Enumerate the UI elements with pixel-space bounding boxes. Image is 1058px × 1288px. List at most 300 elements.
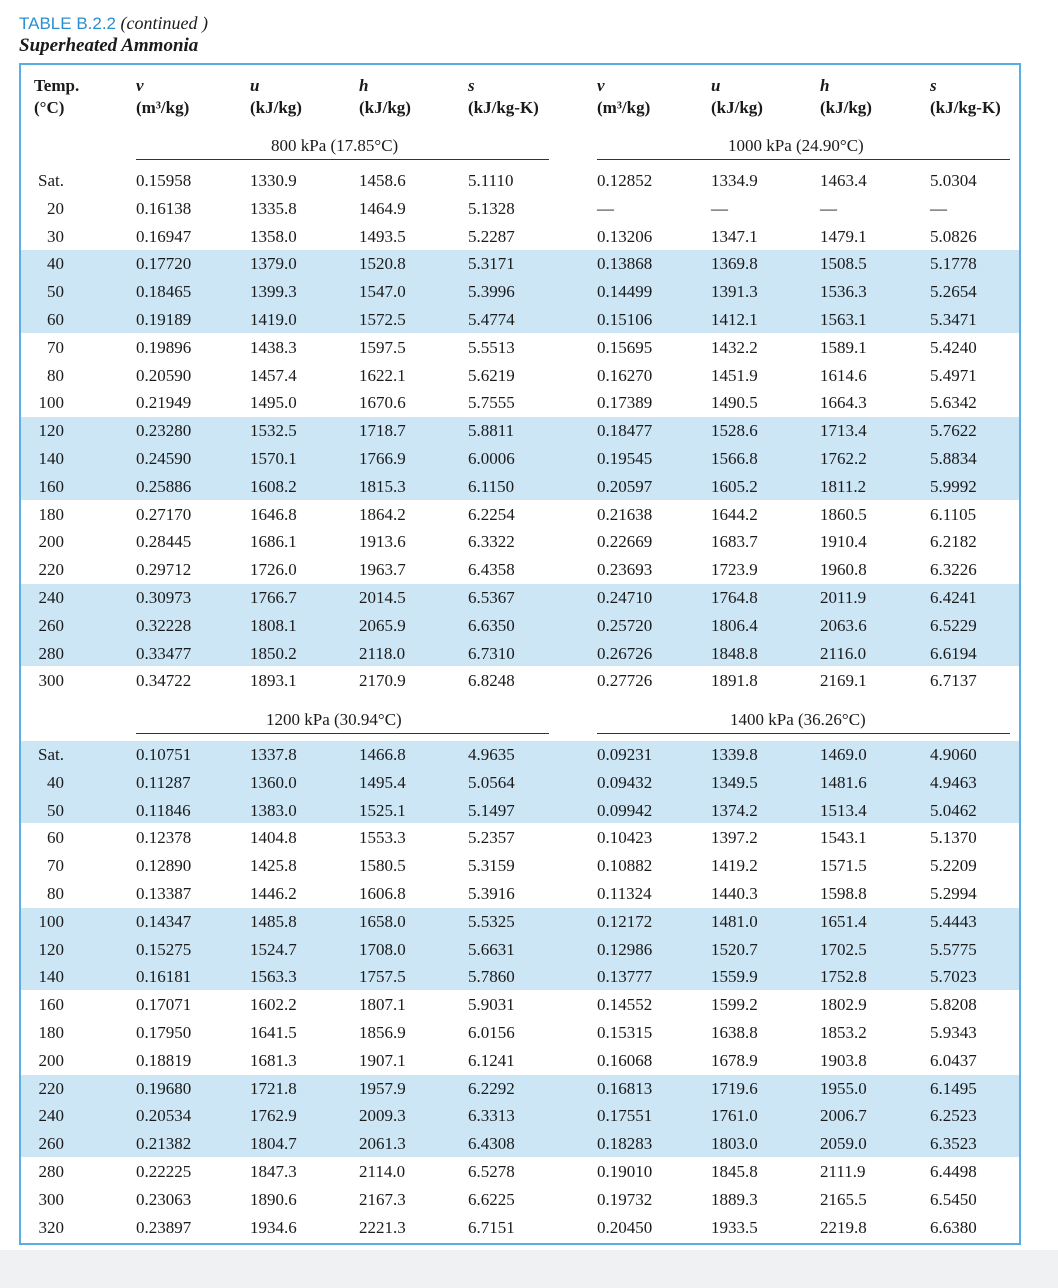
table-cell: 0.18819: [136, 1050, 192, 1070]
table-cell: 1804.7: [250, 1134, 297, 1154]
table-cell: 5.2287: [468, 226, 515, 246]
table-cell: 1532.5: [250, 421, 297, 441]
table-cell: 1369.8: [711, 254, 758, 274]
table-cell: 1802.9: [820, 995, 867, 1015]
table-cell: 6.3226: [930, 560, 977, 580]
table-cell: 1811.2: [820, 476, 867, 496]
table-cell: 0.30973: [136, 588, 192, 607]
table-cell: —: [930, 198, 947, 218]
table-cell: 1933.5: [711, 1217, 758, 1237]
temp-cell: 160: [38, 476, 64, 496]
table-cell: 0.11324: [597, 884, 652, 903]
table-cell: 2009.3: [359, 1106, 406, 1126]
table-cell: 2165.5: [820, 1189, 867, 1209]
table-cell: 1528.6: [711, 421, 758, 441]
table-cell: 0.12378: [136, 828, 192, 848]
table-cell: 1853.2: [820, 1023, 867, 1042]
table-cell: 1335.8: [250, 198, 297, 218]
table-cell: 0.09942: [597, 800, 653, 820]
table-cell: 1764.8: [711, 588, 758, 607]
table-cell: 1681.3: [250, 1050, 297, 1070]
temp-cell: 260: [38, 1134, 64, 1154]
temp-cell: 80: [47, 365, 64, 385]
table-cell: 2167.3: [359, 1189, 406, 1209]
table-cell: 0.12852: [597, 171, 653, 190]
table-cell: 1910.4: [820, 532, 867, 552]
temp-cell: 180: [38, 504, 64, 524]
table-cell: 2219.8: [820, 1217, 867, 1237]
table-cell: 2221.3: [359, 1217, 406, 1237]
column-unit: (kJ/kg): [820, 98, 872, 117]
pressure-title-right: 1400 kPa (36.26°C): [730, 710, 866, 729]
table-cell: 0.13868: [597, 254, 653, 274]
table-cell: 5.3996: [468, 282, 515, 302]
table-cell: 0.18283: [597, 1134, 653, 1154]
table-cell: 5.0564: [468, 772, 515, 792]
table-cell: 6.4308: [468, 1134, 515, 1154]
table-cell: 1762.2: [820, 449, 867, 468]
temp-cell: 140: [38, 967, 64, 987]
table-cell: 1458.6: [359, 171, 406, 190]
table-cell: 1713.4: [820, 421, 867, 441]
table-cell: 5.9992: [930, 476, 977, 496]
table-cell: 0.19010: [597, 1162, 653, 1181]
table-cell: 1614.6: [820, 365, 867, 385]
temp-header: [34, 75, 79, 119]
table-cell: 0.19189: [136, 310, 192, 329]
table-cell: 4.9635: [468, 745, 515, 764]
table-cell: 1513.4: [820, 800, 867, 820]
table-cell: 5.8208: [930, 995, 977, 1015]
table-cell: 6.2182: [930, 532, 977, 552]
table-cell: 1850.2: [250, 643, 297, 663]
table-cell: 0.27170: [136, 504, 192, 524]
table-cell: 5.0826: [930, 226, 977, 246]
table-cell: 0.20590: [136, 365, 192, 385]
temp-cell: 220: [38, 1078, 64, 1098]
table-cell: 1757.5: [359, 967, 406, 987]
table-cell: 1463.4: [820, 171, 867, 190]
table-cell: 1845.8: [711, 1162, 758, 1181]
table-cell: 0.10423: [597, 828, 653, 848]
table-cell: 1495.4: [359, 772, 406, 792]
table-cell: 1766.9: [359, 449, 406, 468]
table-cell: 5.6342: [930, 393, 977, 413]
column-symbol: v: [597, 76, 605, 95]
table-cell: 6.4241: [930, 588, 977, 607]
table-cell: 0.19545: [597, 449, 653, 468]
table-cell: 0.14552: [597, 995, 653, 1015]
table-caption: [19, 12, 208, 60]
table-cell: 6.0006: [468, 449, 515, 468]
table-cell: 1580.5: [359, 856, 406, 876]
temp-cell: 40: [47, 254, 64, 274]
column-unit: (m³/kg): [136, 98, 190, 117]
table-cell: 5.8811: [468, 421, 515, 441]
table-cell: 0.17389: [597, 393, 653, 413]
temp-cell: 120: [38, 939, 64, 959]
table-cell: 1495.0: [250, 393, 297, 413]
table-cell: 1457.4: [250, 365, 297, 385]
table-cell: 5.2994: [930, 884, 977, 903]
table-cell: 2118.0: [359, 643, 406, 663]
temp-header-label: Temp.: [34, 76, 80, 95]
table-cell: 0.16270: [597, 365, 653, 385]
table-cell: 0.17720: [136, 254, 192, 274]
table-cell: 5.5513: [468, 337, 515, 357]
table-cell: 1708.0: [359, 939, 406, 959]
temp-cell: 280: [38, 1162, 64, 1181]
table-cell: 1651.4: [820, 911, 867, 931]
table-cell: 1547.0: [359, 282, 406, 302]
table-cell: 1891.8: [711, 671, 758, 691]
table-cell: 1520.8: [359, 254, 406, 274]
table-cell: 1934.6: [250, 1217, 297, 1237]
table-cell: 1334.9: [711, 171, 758, 190]
table-cell: 5.4971: [930, 365, 977, 385]
temp-cell: 260: [38, 615, 64, 635]
temp-cell: 80: [47, 884, 64, 903]
table-cell: 1481.6: [820, 772, 867, 792]
page-footer-band: [0, 1250, 1058, 1288]
table-cell: 1766.7: [250, 588, 297, 607]
table-cell: 5.0304: [930, 171, 977, 190]
table-cell: 1678.9: [711, 1050, 758, 1070]
table-cell: 2063.6: [820, 615, 867, 635]
table-cell: 2169.1: [820, 671, 867, 691]
temp-cell: 50: [47, 800, 64, 820]
table-cell: 1670.6: [359, 393, 406, 413]
temp-cell: 120: [38, 421, 64, 441]
table-cell: 1955.0: [820, 1078, 867, 1098]
table-cell: 6.8248: [468, 671, 515, 691]
table-cell: 1723.9: [711, 560, 758, 580]
table-cell: 1337.8: [250, 745, 297, 764]
column-header: [468, 75, 539, 119]
table-cell: 1807.1: [359, 995, 406, 1015]
table-cell: 1686.1: [250, 532, 297, 552]
table-cell: 5.4774: [468, 310, 515, 329]
table-cell: 0.14347: [136, 911, 192, 931]
table-cell: 6.2523: [930, 1106, 977, 1126]
table-cell: 0.12986: [597, 939, 653, 959]
table-cell: 1963.7: [359, 560, 406, 580]
table-cell: 0.21949: [136, 393, 192, 413]
table-cell: 1702.5: [820, 939, 867, 959]
table-cell: 2065.9: [359, 615, 406, 635]
table-cell: 0.23897: [136, 1217, 192, 1237]
table-cell: 1726.0: [250, 560, 297, 580]
temp-cell: 300: [38, 671, 64, 691]
table-cell: 0.18465: [136, 282, 192, 302]
table-cell: 1425.8: [250, 856, 297, 876]
column-header: [930, 75, 1001, 119]
table-cell: 1524.7: [250, 939, 297, 959]
table-cell: 0.15106: [597, 310, 653, 329]
table-cell: 1683.7: [711, 532, 758, 552]
table-cell: 0.16138: [136, 198, 192, 218]
table-cell: 1570.1: [250, 449, 297, 468]
table-cell: 1598.8: [820, 884, 867, 903]
temp-cell: 200: [38, 532, 64, 552]
table-cell: 0.23693: [597, 560, 653, 580]
table-cell: 1404.8: [250, 828, 297, 848]
table-cell: 5.9031: [468, 995, 515, 1015]
table-cell: 0.25886: [136, 476, 192, 496]
table-cell: 5.3171: [468, 254, 515, 274]
column-header: [711, 75, 763, 119]
table-cell: 6.7310: [468, 643, 515, 663]
table-cell: 0.25720: [597, 615, 653, 635]
table-cell: 1383.0: [250, 800, 297, 820]
table-cell: 2006.7: [820, 1106, 867, 1126]
temp-cell: 20: [47, 198, 64, 218]
column-unit: (kJ/kg-K): [468, 98, 539, 117]
table-cell: 1856.9: [359, 1023, 406, 1042]
table-cell: 2059.0: [820, 1134, 867, 1154]
table-cell: 0.10751: [136, 745, 192, 764]
table-cell: 1638.8: [711, 1023, 758, 1042]
table-cell: 5.7860: [468, 967, 515, 987]
pressure-title-left: 1200 kPa (30.94°C): [266, 710, 402, 729]
table-cell: 0.19896: [136, 337, 192, 357]
table-cell: 1605.2: [711, 476, 758, 496]
table-cell: 6.1241: [468, 1050, 515, 1070]
column-unit: (kJ/kg): [711, 98, 763, 117]
table-cell: 1903.8: [820, 1050, 867, 1070]
table-cell: 6.1105: [930, 504, 977, 524]
table-cell: 1360.0: [250, 772, 297, 792]
table-cell: 0.20597: [597, 476, 653, 496]
table-cell: 1379.0: [250, 254, 297, 274]
table-cell: 2014.5: [359, 588, 406, 607]
column-header: [597, 75, 650, 119]
temp-cell: Sat.: [38, 171, 64, 190]
table-cell: 1718.7: [359, 421, 406, 441]
temp-cell: 160: [38, 995, 64, 1015]
temp-cell: Sat.: [38, 745, 64, 764]
column-symbol: u: [711, 76, 721, 95]
table-cell: 1399.3: [250, 282, 297, 302]
table-cell: 5.4443: [930, 911, 977, 931]
table-cell: 4.9463: [930, 772, 977, 792]
table-cell: 0.33477: [136, 643, 192, 663]
table-cell: 0.15695: [597, 337, 653, 357]
table-cell: 6.0156: [468, 1023, 515, 1042]
table-cell: 0.19732: [597, 1189, 653, 1209]
table-cell: 1508.5: [820, 254, 867, 274]
table-cell: 0.12890: [136, 856, 192, 876]
table-cell: 1658.0: [359, 911, 406, 931]
table-cell: 5.7622: [930, 421, 977, 441]
table-cell: 1893.1: [250, 671, 297, 691]
table-cell: 0.13387: [136, 884, 192, 903]
table-cell: 1559.9: [711, 967, 758, 987]
column-unit: (kJ/kg): [250, 98, 302, 117]
table-cell: 0.29712: [136, 560, 192, 580]
temp-cell: 240: [38, 588, 64, 607]
table-cell: 0.34722: [136, 671, 192, 691]
pressure-title-left: 800 kPa (17.85°C): [271, 136, 399, 155]
table-cell: 1347.1: [711, 226, 758, 246]
table-cell: 6.4358: [468, 560, 515, 580]
table-cell: 6.1495: [930, 1078, 977, 1098]
table-cell: 6.3523: [930, 1134, 977, 1154]
table-cell: 2116.0: [820, 643, 867, 663]
table-cell: 6.3322: [468, 532, 515, 552]
column-unit: (m³/kg): [597, 98, 651, 117]
temp-cell: 300: [38, 1189, 64, 1209]
table-cell: 1374.2: [711, 800, 758, 820]
table-cell: 1589.1: [820, 337, 867, 357]
table-cell: 1597.5: [359, 337, 406, 357]
table-cell: 1761.0: [711, 1106, 758, 1126]
table-cell: 5.3471: [930, 310, 977, 329]
table-cell: 0.15315: [597, 1023, 653, 1042]
table-cell: 1890.6: [250, 1189, 297, 1209]
table-cell: 0.16068: [597, 1050, 653, 1070]
table-cell: 1808.1: [250, 615, 297, 635]
table-cell: 5.3159: [468, 856, 515, 876]
table-cell: 0.22669: [597, 532, 653, 552]
table-cell: 6.4498: [930, 1162, 977, 1181]
table-cell: —: [597, 198, 614, 218]
table-cell: 5.2357: [468, 828, 515, 848]
table-cell: 0.21638: [597, 504, 653, 524]
table-cell: 6.7151: [468, 1217, 515, 1237]
table-cell: 0.15958: [136, 171, 192, 190]
table-cell: 6.7137: [930, 671, 977, 691]
table-cell: 0.17551: [597, 1106, 653, 1126]
table-cell: 5.9343: [930, 1023, 977, 1042]
column-symbol: u: [250, 76, 260, 95]
pressure-rule-right: [597, 733, 1010, 734]
table-cell: 1847.3: [250, 1162, 297, 1181]
table-cell: 0.20534: [136, 1106, 192, 1126]
pressure-rule-right: [597, 159, 1010, 160]
table-cell: 1553.3: [359, 828, 406, 848]
table-cell: 1599.2: [711, 995, 758, 1015]
table-cell: 1860.5: [820, 504, 867, 524]
temp-cell: 30: [47, 226, 64, 246]
table-cell: 6.6380: [930, 1217, 977, 1237]
table-cell: 1864.2: [359, 504, 406, 524]
table-cell: 0.20450: [597, 1217, 653, 1237]
temp-cell: 240: [38, 1106, 64, 1126]
table-cell: 5.8834: [930, 449, 977, 468]
caption-line: [19, 12, 208, 35]
table-cell: 0.11846: [136, 800, 191, 820]
table-cell: 5.1370: [930, 828, 977, 848]
column-symbol: v: [136, 76, 144, 95]
temp-cell: 60: [47, 828, 64, 848]
column-header: [359, 75, 411, 119]
table-cell: 6.5450: [930, 1189, 977, 1209]
table-cell: 6.0437: [930, 1050, 977, 1070]
table-cell: 5.1778: [930, 254, 977, 274]
table-cell: 1719.6: [711, 1078, 758, 1098]
table-cell: 6.2292: [468, 1078, 515, 1098]
table-cell: 1485.8: [250, 911, 297, 931]
table-cell: 5.2654: [930, 282, 977, 302]
table-cell: 0.12172: [597, 911, 653, 931]
table-cell: 5.1328: [468, 198, 515, 218]
temp-cell: 280: [38, 643, 64, 663]
table-cell: 1762.9: [250, 1106, 297, 1126]
table-cell: 1644.2: [711, 504, 758, 524]
pressure-rule-left: [136, 733, 549, 734]
table-cell: 2170.9: [359, 671, 406, 691]
table-cell: 6.3313: [468, 1106, 515, 1126]
temp-cell: 40: [47, 772, 64, 792]
table-cell: 1419.2: [711, 856, 758, 876]
table-cell: 0.24590: [136, 449, 192, 468]
table-cell: 5.5325: [468, 911, 515, 931]
temp-cell: 70: [47, 337, 64, 357]
table-cell: 6.5229: [930, 615, 977, 635]
table-cell: 5.1497: [468, 800, 515, 820]
table-cell: 1412.1: [711, 310, 758, 329]
table-cell: 1469.0: [820, 745, 867, 764]
table-cell: 1391.3: [711, 282, 758, 302]
table-cell: 1721.8: [250, 1078, 297, 1098]
table-cell: 1806.4: [711, 615, 758, 635]
table-cell: 5.3916: [468, 884, 515, 903]
table-cell: 0.17071: [136, 995, 192, 1015]
table-cell: 1520.7: [711, 939, 758, 959]
table-cell: 1446.2: [250, 884, 297, 903]
table-cell: 1397.2: [711, 828, 758, 848]
table-cell: 5.7023: [930, 967, 977, 987]
temp-cell: 100: [38, 911, 64, 931]
table-cell: 6.2254: [468, 504, 515, 524]
table-cell: 2011.9: [820, 588, 867, 607]
table-cell: 1563.1: [820, 310, 867, 329]
temp-cell: 60: [47, 310, 64, 329]
table-cell: 1440.3: [711, 884, 758, 903]
table-cell: 6.1150: [468, 476, 515, 496]
table-cell: 5.6219: [468, 365, 515, 385]
column-symbol: s: [930, 76, 937, 95]
table-cell: 6.5278: [468, 1162, 515, 1181]
table-cell: 1330.9: [250, 171, 297, 190]
table-cell: 1481.0: [711, 911, 758, 931]
table-cell: 0.18477: [597, 421, 653, 441]
table-cell: 1608.2: [250, 476, 297, 496]
table-cell: 1960.8: [820, 560, 867, 580]
table-cell: 1479.1: [820, 226, 867, 246]
table-cell: 1913.6: [359, 532, 406, 552]
table-cell: 0.21382: [136, 1134, 192, 1154]
table-cell: 2061.3: [359, 1134, 406, 1154]
temp-cell: 220: [38, 560, 64, 580]
table-cell: 0.13206: [597, 226, 653, 246]
table-cell: 2114.0: [359, 1162, 406, 1181]
column-header: [250, 75, 302, 119]
column-unit: (kJ/kg-K): [930, 98, 1001, 117]
column-header: [136, 75, 189, 119]
table-cell: 0.09432: [597, 772, 653, 792]
table-cell: —: [711, 198, 728, 218]
table-cell: 1803.0: [711, 1134, 758, 1154]
table-cell: 5.7555: [468, 393, 515, 413]
table-cell: 5.6631: [468, 939, 515, 959]
table-cell: 0.16947: [136, 226, 192, 246]
table-cell: 0.23063: [136, 1189, 192, 1209]
temp-cell: 320: [38, 1217, 64, 1237]
table-frame: [19, 63, 1021, 1245]
temp-cell: 180: [38, 1023, 64, 1042]
